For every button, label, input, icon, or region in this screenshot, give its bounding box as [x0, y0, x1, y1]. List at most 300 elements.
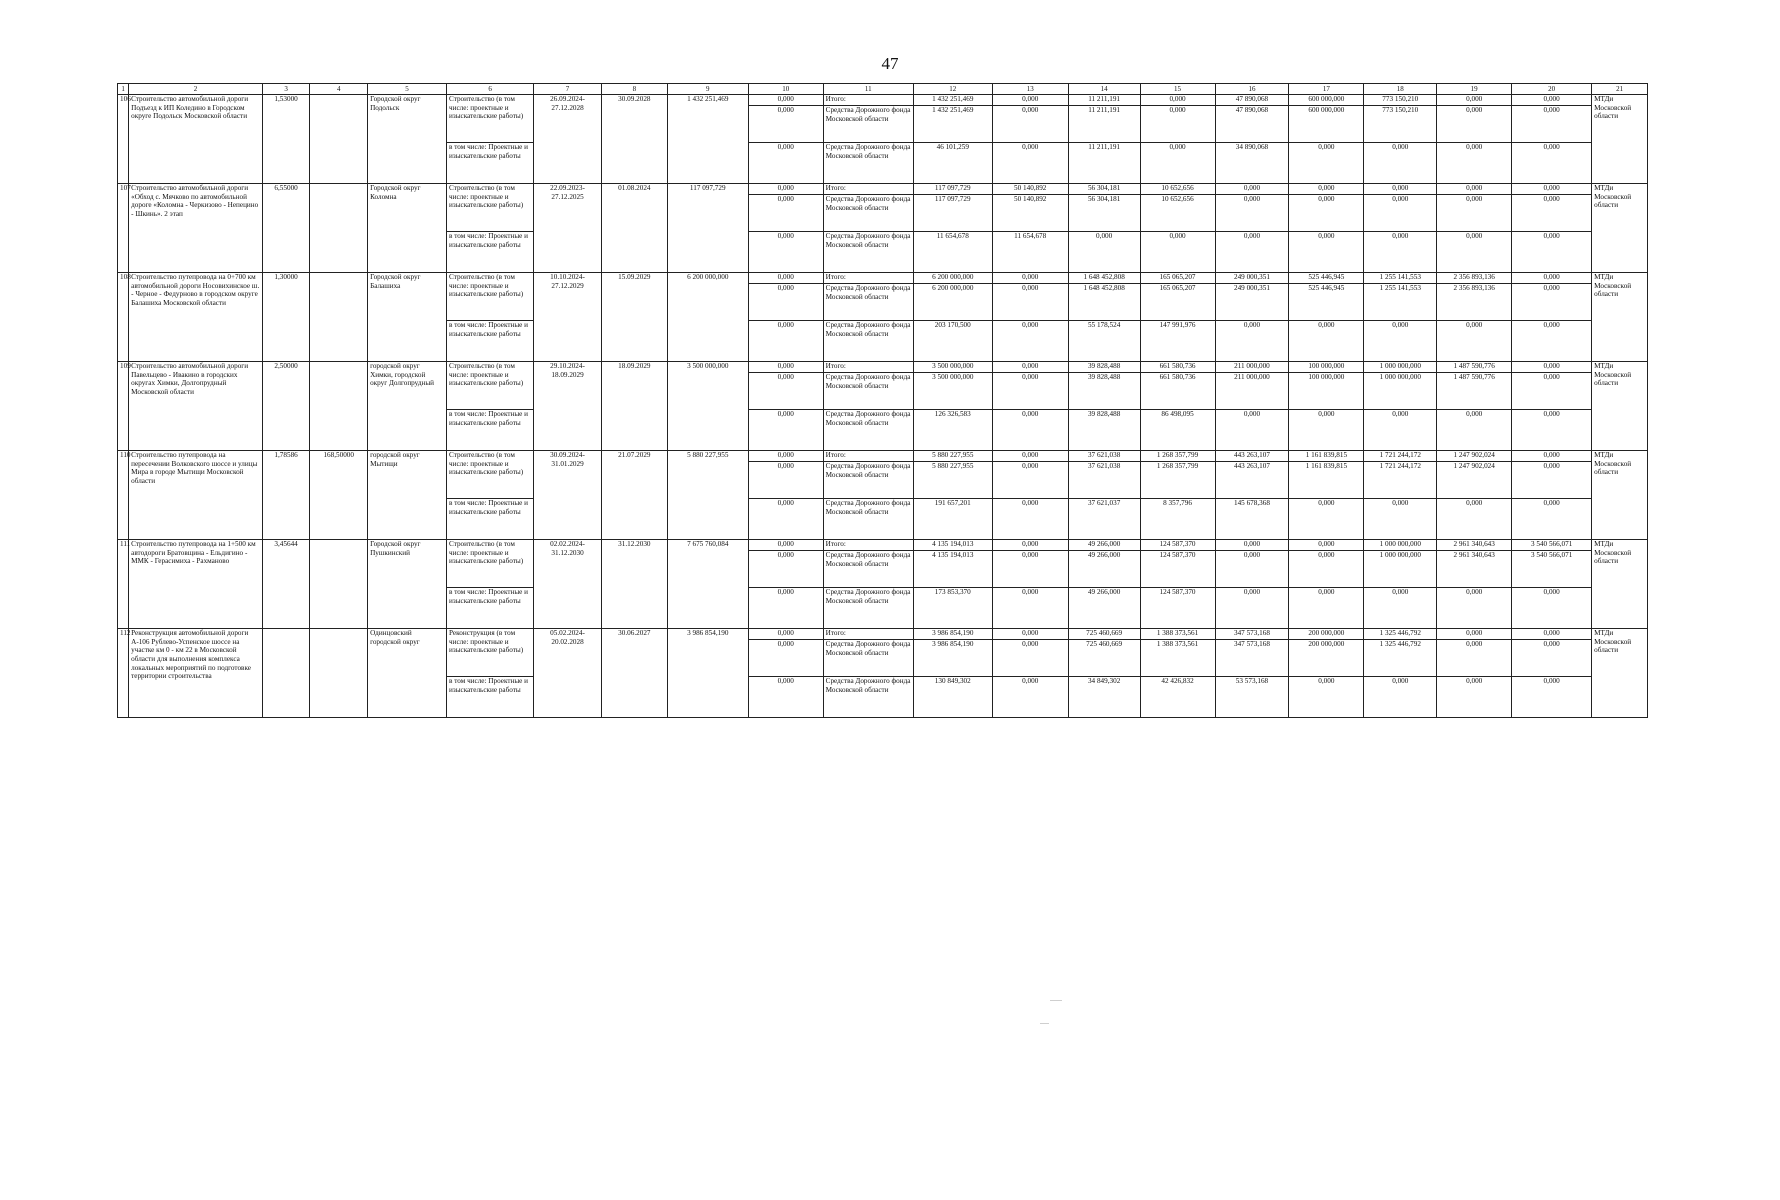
value-cell: 0,000	[748, 410, 823, 451]
value-cell: 0,000	[992, 462, 1068, 499]
value-cell: 600 000,000	[1289, 106, 1364, 143]
column-number: 7	[534, 84, 602, 95]
value-cell: 6 200 000,000	[913, 273, 992, 284]
value-cell: 0,000	[1437, 143, 1512, 184]
value-cell: 11 211,191	[1068, 95, 1140, 106]
value-cell: 0,000	[1215, 321, 1289, 362]
value-cell: 0,000	[1437, 499, 1512, 540]
project-row-total	[118, 362, 1648, 373]
value-cell: 0,000	[1215, 195, 1289, 232]
project-row-total	[118, 629, 1648, 640]
column-number: 21	[1592, 84, 1648, 95]
value-cell: 0,000	[1512, 106, 1592, 143]
value-cell: 53 573,168	[1215, 677, 1289, 718]
value-cell: 2 356 893,136	[1437, 273, 1512, 284]
source-label: Итого:	[823, 540, 913, 551]
value-cell: 0,000	[1437, 629, 1512, 640]
project-row-total	[118, 95, 1648, 106]
project-row-total	[118, 540, 1648, 551]
value-cell: 0,000	[992, 677, 1068, 718]
value-cell: 1 487 590,776	[1437, 362, 1512, 373]
value-cell: 49 266,000	[1068, 588, 1140, 629]
value-cell: 0,000	[1437, 106, 1512, 143]
value-cell: 0,000	[1215, 588, 1289, 629]
work-type: Строительство (в том числе: проектные и изыскательские работы)	[447, 184, 534, 232]
value-cell: 0,000	[1364, 677, 1437, 718]
value-cell: 0,000	[1437, 184, 1512, 195]
row-number: 109	[118, 362, 129, 451]
value-cell: 0,000	[748, 284, 823, 321]
value-cell: 0,000	[1364, 143, 1437, 184]
value-cell: 249 000,351	[1215, 273, 1289, 284]
value-cell: 4 135 194,013	[913, 551, 992, 588]
work-period: 30.09.2024-31.01.2029	[534, 451, 602, 540]
value-cell: 0,000	[992, 273, 1068, 284]
value-cell: 0,000	[1437, 640, 1512, 677]
source-label: Средства Дорожного фонда Московской области	[823, 499, 913, 540]
source-label: Средства Дорожного фонда Московской области	[823, 195, 913, 232]
value-cell: 1 000 000,000	[1364, 373, 1437, 410]
value-cell: 39 828,488	[1068, 362, 1140, 373]
value-cell: 0,000	[992, 284, 1068, 321]
source-label: Итого:	[823, 273, 913, 284]
value-cell: 0,000	[1364, 184, 1437, 195]
work-period: 05.02.2024-20.02.2028	[534, 629, 602, 718]
column-number: 10	[748, 84, 823, 95]
value-cell: 0,000	[992, 95, 1068, 106]
source-label: Итого:	[823, 95, 913, 106]
value-cell: 0,000	[1437, 95, 1512, 106]
value-cell: 0,000	[992, 640, 1068, 677]
value-cell: 0,000	[1512, 284, 1592, 321]
value-cell: 203 170,500	[913, 321, 992, 362]
value-cell: 0,000	[992, 321, 1068, 362]
work-period: 02.02.2024-31.12.2030	[534, 540, 602, 629]
value-cell: 0,000	[1364, 195, 1437, 232]
value-cell: 347 573,168	[1215, 629, 1289, 640]
capacity-value: 2,50000	[262, 362, 310, 451]
commissioning-date: 15.09.2029	[601, 273, 667, 362]
value-cell: 49 266,000	[1068, 540, 1140, 551]
capacity-value-2	[310, 95, 368, 184]
value-cell: 37 621,038	[1068, 451, 1140, 462]
scan-mark	[1040, 1023, 1049, 1024]
value-cell: 117 097,729	[913, 184, 992, 195]
value-cell: 1 247 902,024	[1437, 451, 1512, 462]
capacity-value-2	[310, 273, 368, 362]
value-cell: 0,000	[992, 629, 1068, 640]
work-period: 29.10.2024-18.09.2029	[534, 362, 602, 451]
column-number: 4	[310, 84, 368, 95]
value-cell: 47 890,068	[1215, 106, 1289, 143]
value-cell: 1 255 141,553	[1364, 273, 1437, 284]
value-cell: 117 097,729	[913, 195, 992, 232]
value-cell: 0,000	[1437, 588, 1512, 629]
value-cell: 0,000	[748, 373, 823, 410]
row-number: 112	[118, 629, 129, 718]
value-cell: 56 304,181	[1068, 184, 1140, 195]
value-cell: 211 000,000	[1215, 362, 1289, 373]
commissioning-date: 30.09.2028	[601, 95, 667, 184]
value-cell: 2 356 893,136	[1437, 284, 1512, 321]
source-label: Средства Дорожного фонда Московской области	[823, 588, 913, 629]
source-label: Средства Дорожного фонда Московской области	[823, 410, 913, 451]
object-name: Строительство автомобильной дороги «Обход с. Мячково по автомобильной дороге «Коломна - Черкизово - Непецино - Шкинь». 2 этап	[129, 184, 263, 273]
value-cell: 1 255 141,553	[1364, 284, 1437, 321]
value-cell: 126 326,583	[913, 410, 992, 451]
value-cell: 1 721 244,172	[1364, 462, 1437, 499]
value-cell: 11 654,678	[992, 232, 1068, 273]
value-cell: 0,000	[1289, 540, 1364, 551]
value-cell: 0,000	[748, 588, 823, 629]
source-label: Средства Дорожного фонда Московской области	[823, 284, 913, 321]
work-period: 22.09.2023-27.12.2025	[534, 184, 602, 273]
responsible-owner: МТДи Московской области	[1592, 184, 1648, 273]
value-cell: 0,000	[1140, 143, 1215, 184]
value-cell: 0,000	[992, 362, 1068, 373]
value-cell: 0,000	[1512, 640, 1592, 677]
value-cell: 0,000	[1215, 410, 1289, 451]
project-row-total	[118, 184, 1648, 195]
value-cell: 773 150,210	[1364, 106, 1437, 143]
value-cell: 0,000	[1215, 540, 1289, 551]
work-type-design: в том числе: Проектные и изыскательские работы	[447, 677, 534, 718]
value-cell: 0,000	[1289, 551, 1364, 588]
municipality: Одинцовский городской округ	[368, 629, 447, 718]
value-cell: 0,000	[992, 551, 1068, 588]
value-cell: 165 065,207	[1140, 273, 1215, 284]
value-cell: 347 573,168	[1215, 640, 1289, 677]
column-number: 16	[1215, 84, 1289, 95]
value-cell: 0,000	[1289, 195, 1364, 232]
value-cell: 0,000	[1140, 232, 1215, 273]
value-cell: 1 161 839,815	[1289, 462, 1364, 499]
value-cell: 0,000	[1289, 143, 1364, 184]
value-cell: 0,000	[1512, 143, 1592, 184]
value-cell: 0,000	[992, 588, 1068, 629]
value-cell: 50 140,892	[992, 195, 1068, 232]
source-label: Средства Дорожного фонда Московской области	[823, 462, 913, 499]
object-name: Реконструкция автомобильной дороги А-106 Рублево-Успенское шоссе на участке км 0 - км 22 в Московской области для выполнения комплекса локальных мероприятий по подготовке территории строительства	[129, 629, 263, 718]
row-number: 106	[118, 95, 129, 184]
value-cell: 37 621,038	[1068, 462, 1140, 499]
column-number: 18	[1364, 84, 1437, 95]
value-cell: 191 657,201	[913, 499, 992, 540]
value-cell: 0,000	[748, 540, 823, 551]
value-cell: 3 500 000,000	[913, 373, 992, 410]
capacity-value: 1,78586	[262, 451, 310, 540]
value-cell: 0,000	[748, 677, 823, 718]
value-cell: 0,000	[1289, 410, 1364, 451]
source-label: Средства Дорожного фонда Московской области	[823, 232, 913, 273]
responsible-owner: МТДи Московской области	[1592, 629, 1648, 718]
value-cell: 5 880 227,955	[913, 451, 992, 462]
value-cell: 0,000	[1364, 499, 1437, 540]
source-label: Средства Дорожного фонда Московской области	[823, 321, 913, 362]
work-type-design: в том числе: Проектные и изыскательские работы	[447, 143, 534, 184]
row-number: 110	[118, 451, 129, 540]
value-cell: 1 268 357,799	[1140, 462, 1215, 499]
value-cell: 0,000	[748, 232, 823, 273]
capacity-value-2	[310, 540, 368, 629]
value-cell: 0,000	[1512, 677, 1592, 718]
value-cell: 10 652,656	[1140, 195, 1215, 232]
value-cell: 1 161 839,815	[1289, 451, 1364, 462]
estimated-cost: 5 880 227,955	[667, 451, 748, 540]
value-cell: 0,000	[1512, 462, 1592, 499]
column-number: 1	[118, 84, 129, 95]
value-cell: 100 000,000	[1289, 362, 1364, 373]
column-number: 12	[913, 84, 992, 95]
value-cell: 0,000	[1140, 106, 1215, 143]
value-cell: 1 247 902,024	[1437, 462, 1512, 499]
value-cell: 0,000	[1289, 499, 1364, 540]
value-cell: 1 648 452,808	[1068, 273, 1140, 284]
project-row-total	[118, 273, 1648, 284]
value-cell: 130 849,302	[913, 677, 992, 718]
value-cell: 0,000	[1512, 95, 1592, 106]
value-cell: 42 426,832	[1140, 677, 1215, 718]
value-cell: 0,000	[748, 195, 823, 232]
value-cell: 34 849,302	[1068, 677, 1140, 718]
commissioning-date: 21.07.2029	[601, 451, 667, 540]
value-cell: 0,000	[748, 143, 823, 184]
value-cell: 5 880 227,955	[913, 462, 992, 499]
value-cell: 0,000	[748, 273, 823, 284]
row-number: 108	[118, 273, 129, 362]
work-period: 26.09.2024-27.12.2028	[534, 95, 602, 184]
source-label: Итого:	[823, 629, 913, 640]
value-cell: 0,000	[1512, 232, 1592, 273]
value-cell: 0,000	[1289, 232, 1364, 273]
value-cell: 0,000	[1512, 410, 1592, 451]
value-cell: 0,000	[1364, 321, 1437, 362]
value-cell: 0,000	[1437, 232, 1512, 273]
column-number: 19	[1437, 84, 1512, 95]
value-cell: 0,000	[748, 640, 823, 677]
page-number: 47	[881, 54, 899, 73]
value-cell: 100 000,000	[1289, 373, 1364, 410]
column-number: 9	[667, 84, 748, 95]
value-cell: 0,000	[748, 551, 823, 588]
value-cell: 725 460,669	[1068, 629, 1140, 640]
value-cell: 8 357,796	[1140, 499, 1215, 540]
municipality: Городской округ Коломна	[368, 184, 447, 273]
value-cell: 1 388 373,561	[1140, 629, 1215, 640]
value-cell: 0,000	[1364, 232, 1437, 273]
capacity-value: 1,53000	[262, 95, 310, 184]
value-cell: 0,000	[1140, 95, 1215, 106]
value-cell: 1 325 446,792	[1364, 640, 1437, 677]
value-cell: 0,000	[1512, 195, 1592, 232]
value-cell: 0,000	[992, 143, 1068, 184]
value-cell: 1 432 251,469	[913, 106, 992, 143]
investment-table	[117, 83, 1648, 718]
value-cell: 0,000	[1289, 588, 1364, 629]
column-number-row	[118, 84, 1648, 95]
value-cell: 3 986 854,190	[913, 629, 992, 640]
value-cell: 0,000	[748, 362, 823, 373]
value-cell: 46 101,259	[913, 143, 992, 184]
value-cell: 1 487 590,776	[1437, 373, 1512, 410]
row-number: 107	[118, 184, 129, 273]
capacity-value: 1,30000	[262, 273, 310, 362]
value-cell: 773 150,210	[1364, 95, 1437, 106]
value-cell: 11 211,191	[1068, 143, 1140, 184]
value-cell: 0,000	[748, 95, 823, 106]
value-cell: 3 500 000,000	[913, 362, 992, 373]
value-cell: 0,000	[1437, 410, 1512, 451]
value-cell: 0,000	[992, 499, 1068, 540]
value-cell: 0,000	[992, 540, 1068, 551]
value-cell: 525 446,945	[1289, 284, 1364, 321]
capacity-value	[262, 629, 310, 718]
work-type: Строительство (в том числе: проектные и изыскательские работы)	[447, 362, 534, 410]
work-type: Строительство (в том числе: проектные и изыскательские работы)	[447, 540, 534, 588]
commissioning-date: 31.12.2030	[601, 540, 667, 629]
value-cell: 1 000 000,000	[1364, 540, 1437, 551]
value-cell: 0,000	[748, 184, 823, 195]
value-cell: 0,000	[1364, 410, 1437, 451]
value-cell: 47 890,068	[1215, 95, 1289, 106]
work-type: Реконструкция (в том числе: проектные и изыскательские работы)	[447, 629, 534, 677]
value-cell: 0,000	[1364, 588, 1437, 629]
value-cell: 0,000	[1289, 184, 1364, 195]
value-cell: 6 200 000,000	[913, 284, 992, 321]
value-cell: 0,000	[992, 106, 1068, 143]
value-cell: 1 000 000,000	[1364, 362, 1437, 373]
value-cell: 525 446,945	[1289, 273, 1364, 284]
value-cell: 0,000	[992, 373, 1068, 410]
project-row-total	[118, 451, 1648, 462]
value-cell: 0,000	[748, 451, 823, 462]
value-cell: 1 388 373,561	[1140, 640, 1215, 677]
value-cell: 211 000,000	[1215, 373, 1289, 410]
column-number: 11	[823, 84, 913, 95]
estimated-cost: 6 200 000,000	[667, 273, 748, 362]
source-label: Средства Дорожного фонда Московской области	[823, 106, 913, 143]
value-cell: 2 961 340,643	[1437, 551, 1512, 588]
estimated-cost: 1 432 251,469	[667, 95, 748, 184]
work-type-design: в том числе: Проектные и изыскательские работы	[447, 232, 534, 273]
value-cell: 145 678,368	[1215, 499, 1289, 540]
value-cell: 0,000	[1215, 232, 1289, 273]
municipality: городской округ Химки, городской округ Долгопрудный	[368, 362, 447, 451]
value-cell: 2 961 340,643	[1437, 540, 1512, 551]
value-cell: 0,000	[1215, 184, 1289, 195]
value-cell: 200 000,000	[1289, 629, 1364, 640]
value-cell: 3 986 854,190	[913, 640, 992, 677]
value-cell: 0,000	[1512, 273, 1592, 284]
work-type-design: в том числе: Проектные и изыскательские работы	[447, 588, 534, 629]
estimated-cost: 7 675 760,084	[667, 540, 748, 629]
work-type: Строительство (в том числе: проектные и изыскательские работы)	[447, 95, 534, 143]
responsible-owner: МТДи Московской области	[1592, 540, 1648, 629]
column-number: 2	[129, 84, 263, 95]
value-cell: 0,000	[1289, 677, 1364, 718]
value-cell: 0,000	[1512, 499, 1592, 540]
value-cell: 600 000,000	[1289, 95, 1364, 106]
estimated-cost: 3 500 000,000	[667, 362, 748, 451]
estimated-cost: 3 986 854,190	[667, 629, 748, 718]
value-cell: 0,000	[748, 321, 823, 362]
object-name: Строительство автомобильной дороги Подъезд к ИП Коледино в Городском округе Подольск Московской области	[129, 95, 263, 184]
value-cell: 200 000,000	[1289, 640, 1364, 677]
value-cell: 0,000	[1512, 373, 1592, 410]
value-cell: 55 178,524	[1068, 321, 1140, 362]
work-type: Строительство (в том числе: проектные и изыскательские работы)	[447, 273, 534, 321]
source-label: Средства Дорожного фонда Московской области	[823, 143, 913, 184]
object-name: Строительство путепровода на 0+700 км автомобильной дороги Носовихинское ш. - Черное - Федурново в городском округе Балашиха Московской области	[129, 273, 263, 362]
capacity-value: 6,55000	[262, 184, 310, 273]
value-cell: 1 432 251,469	[913, 95, 992, 106]
source-label: Средства Дорожного фонда Московской области	[823, 677, 913, 718]
commissioning-date: 01.08.2024	[601, 184, 667, 273]
value-cell: 249 000,351	[1215, 284, 1289, 321]
value-cell: 1 325 446,792	[1364, 629, 1437, 640]
municipality: городской округ Мытищи	[368, 451, 447, 540]
source-label: Средства Дорожного фонда Московской области	[823, 551, 913, 588]
value-cell: 147 991,976	[1140, 321, 1215, 362]
value-cell: 0,000	[1068, 232, 1140, 273]
object-name: Строительство путепровода на пересечении Волковского шоссе и улицы Мира в городе Мытищи Московской области	[129, 451, 263, 540]
value-cell: 50 140,892	[992, 184, 1068, 195]
commissioning-date: 18.09.2029	[601, 362, 667, 451]
value-cell: 0,000	[1512, 362, 1592, 373]
estimated-cost: 117 097,729	[667, 184, 748, 273]
value-cell: 165 065,207	[1140, 284, 1215, 321]
column-number: 5	[368, 84, 447, 95]
work-type-design: в том числе: Проектные и изыскательские работы	[447, 321, 534, 362]
value-cell: 34 890,068	[1215, 143, 1289, 184]
source-label: Итого:	[823, 362, 913, 373]
value-cell: 0,000	[1289, 321, 1364, 362]
source-label: Средства Дорожного фонда Московской области	[823, 640, 913, 677]
value-cell: 0,000	[1215, 551, 1289, 588]
work-period: 10.10.2024-27.12.2029	[534, 273, 602, 362]
work-type-design: в том числе: Проектные и изыскательские работы	[447, 499, 534, 540]
column-number: 8	[601, 84, 667, 95]
column-number: 3	[262, 84, 310, 95]
column-number: 20	[1512, 84, 1592, 95]
value-cell: 10 652,656	[1140, 184, 1215, 195]
capacity-value-2	[310, 629, 368, 718]
value-cell: 443 263,107	[1215, 451, 1289, 462]
value-cell: 4 135 194,013	[913, 540, 992, 551]
value-cell: 0,000	[1437, 677, 1512, 718]
capacity-value-2	[310, 362, 368, 451]
value-cell: 11 211,191	[1068, 106, 1140, 143]
value-cell: 11 654,678	[913, 232, 992, 273]
value-cell: 0,000	[748, 629, 823, 640]
column-number: 17	[1289, 84, 1364, 95]
municipality: Городской округ Пушкинский	[368, 540, 447, 629]
value-cell: 49 266,000	[1068, 551, 1140, 588]
capacity-value: 3,45644	[262, 540, 310, 629]
value-cell: 3 540 566,071	[1512, 551, 1592, 588]
row-number: 111	[118, 540, 129, 629]
value-cell: 443 263,107	[1215, 462, 1289, 499]
responsible-owner: МТДи Московской области	[1592, 362, 1648, 451]
value-cell: 39 828,488	[1068, 373, 1140, 410]
value-cell: 124 587,370	[1140, 551, 1215, 588]
value-cell: 661 580,736	[1140, 362, 1215, 373]
column-number: 13	[992, 84, 1068, 95]
column-number: 15	[1140, 84, 1215, 95]
value-cell: 0,000	[1512, 629, 1592, 640]
value-cell: 3 540 566,071	[1512, 540, 1592, 551]
work-type: Строительство (в том числе: проектные и изыскательские работы)	[447, 451, 534, 499]
